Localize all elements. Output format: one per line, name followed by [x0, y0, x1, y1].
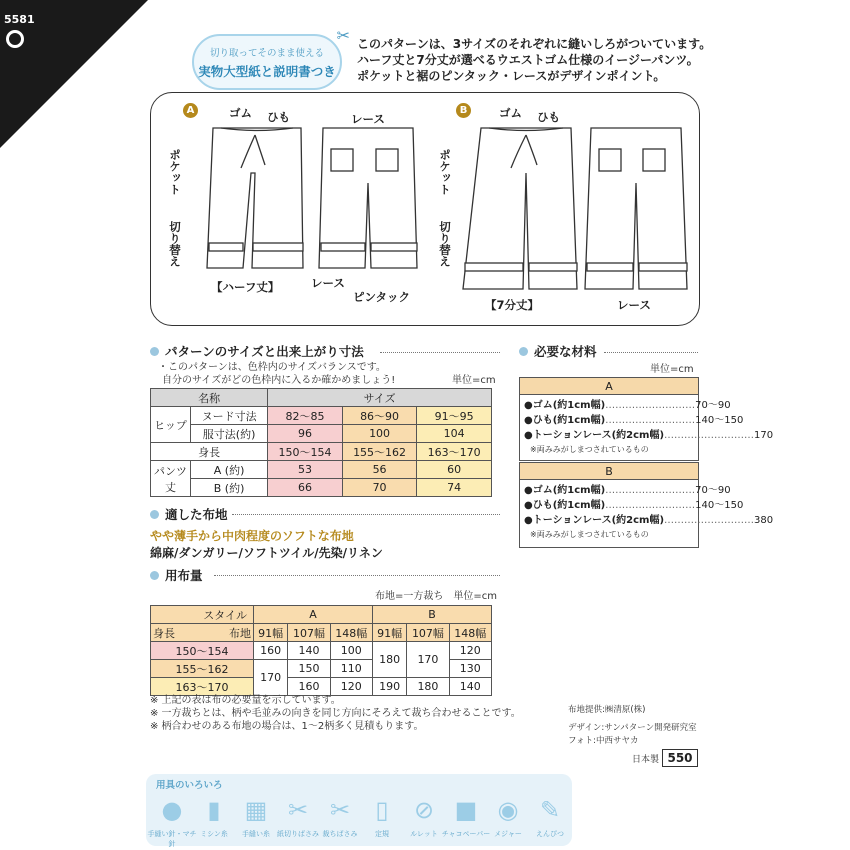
cell: 120 — [449, 642, 491, 660]
divider — [380, 352, 500, 353]
size-note1: ・このパターンは、色枠内のサイズバランスです。 — [158, 362, 386, 373]
bullet-icon — [150, 347, 159, 356]
yardage-note: ※ 上記の表は布の必要量を示しています。 — [150, 695, 341, 706]
cell: 120 — [330, 678, 372, 696]
cell: 180 — [407, 678, 449, 696]
cell: 100 — [330, 642, 372, 660]
cell: 160 — [288, 678, 330, 696]
tool-name: 裁ちばさみ — [322, 830, 358, 838]
tool-name: 手縫い針・マチ針 — [147, 830, 197, 848]
bullet-icon — [519, 347, 528, 356]
cell: 160 — [253, 642, 287, 660]
label-himo-a: ひも — [267, 110, 290, 124]
tool-name: ルレット — [410, 830, 438, 838]
fabric-list: 綿麻/ダンガリー/ソフトツイル/先染/リネン — [150, 546, 383, 560]
cell: 82〜85 — [268, 407, 343, 425]
materials-section-title: 必要な材料 — [519, 342, 597, 360]
intro-text — [357, 36, 837, 84]
ruler-icon: ▯ — [375, 796, 389, 824]
bullet-icon — [150, 510, 159, 519]
label-pocket-b: ポケット — [438, 149, 452, 195]
yardage-unit: 布地=一方裁ち 単位=cm — [375, 591, 497, 602]
material-item: ●トーションレース(約2cm幅) ……………………… 170 — [524, 430, 774, 441]
made-in: 日本製 — [632, 755, 660, 765]
yardage-note: ※ 一方裁ちとは、柄や毛並みの向きを同じ方向にそろえて裁ち合わせることです。 — [150, 708, 521, 719]
cell: 74 — [417, 479, 492, 497]
cell: 70 — [342, 479, 417, 497]
illustration-frame — [150, 92, 700, 326]
pencil-icon: ✎ — [539, 796, 561, 824]
cell: 91〜95 — [417, 407, 492, 425]
cell: 86〜90 — [342, 407, 417, 425]
intro-line: ポケットと裾のピンタック・レースがデザインポイント。 — [357, 69, 666, 83]
chalk-paper-icon: ■ — [454, 796, 478, 824]
cell: A (約) — [191, 461, 268, 479]
cell: 91幅 — [372, 624, 406, 642]
cell: 170 — [407, 642, 449, 678]
pattern-code: 5581 — [4, 13, 35, 26]
cell: A — [253, 606, 372, 624]
price-box: 550 — [662, 749, 698, 767]
cell: 服寸法(約) — [191, 425, 268, 443]
tool-name: メジャー — [494, 830, 522, 838]
badge-b: B — [456, 103, 471, 118]
material-item: ●ひも(約1cm幅) ……………………… 140〜150 — [524, 415, 744, 426]
cell: 53 — [268, 461, 343, 479]
bubble-line2: 実物大型紙と説明書つき — [198, 64, 336, 79]
cell: 56 — [342, 461, 417, 479]
cell: 150〜154 — [268, 443, 343, 461]
cell: 155〜162 — [151, 660, 254, 678]
material-note: ※両みみがしまつされているもの — [530, 445, 649, 454]
size-note2: 自分のサイズがどの色枠内に入るか確かめましょう! — [162, 375, 396, 386]
circle-icon — [6, 30, 24, 48]
label-kirikae-a: 切り替え — [168, 221, 182, 267]
cell: 148幅 — [449, 624, 491, 642]
fabric-scissors-icon: ✂ — [329, 796, 351, 824]
thread-spool-icon: ▮ — [207, 796, 221, 824]
fabric-subtitle: やや薄手から中肉程度のソフトな布地 — [150, 529, 354, 543]
cell: 148幅 — [330, 624, 372, 642]
label-gomu-a: ゴム — [229, 106, 252, 120]
cell: スタイル — [151, 606, 254, 624]
materials-head: B — [520, 463, 698, 480]
cell: 91幅 — [253, 624, 287, 642]
size-section-title: パターンのサイズと出来上がり寸法 — [150, 342, 364, 360]
label-kirikae-b: 切り替え — [438, 221, 452, 267]
cell: 100 — [342, 425, 417, 443]
cell: 190 — [372, 678, 406, 696]
yardage-table — [150, 605, 492, 696]
cell: 104 — [417, 425, 492, 443]
pincushion-icon: ● — [161, 796, 183, 824]
cell: 140 — [449, 678, 491, 696]
cell: 身長 — [151, 443, 268, 461]
label-race-top: レース — [351, 112, 385, 126]
cell: 66 — [268, 479, 343, 497]
cell: 名称 — [151, 389, 268, 407]
label-race-bottom-a: レース — [311, 276, 345, 290]
tool-name: チャコペーパー — [441, 830, 491, 838]
material-item: ●ゴム(約1cm幅) ……………………… 70〜90 — [524, 485, 731, 496]
material-item: ●ゴム(約1cm幅) ……………………… 70〜90 — [524, 400, 731, 411]
scissors-icon: ✂ — [336, 26, 350, 45]
cell: サイズ — [268, 389, 492, 407]
divider — [604, 352, 698, 353]
tools-title: 用具のいろいろ — [156, 780, 223, 791]
material-item: ●ひも(約1cm幅) ……………………… 140〜150 — [524, 500, 744, 511]
cell: 布地 — [202, 624, 253, 642]
badge-a: A — [183, 103, 198, 118]
bubble-line1: 切り取ってそのまま使える — [209, 48, 324, 59]
divider — [232, 514, 500, 515]
hand-thread-icon: ▦ — [244, 796, 268, 824]
cell: 身長 — [151, 624, 202, 642]
cell: 150 — [288, 660, 330, 678]
tracing-wheel-icon: ⊘ — [413, 796, 435, 824]
yardage-section-title: 用布量 — [150, 566, 203, 584]
cell: 130 — [449, 660, 491, 678]
credit-photo: フォト:中西サヤカ — [568, 736, 639, 746]
credit-design: デザイン:サンパターン開発研究室 — [568, 723, 697, 733]
divider — [214, 575, 500, 576]
credit-fabric: 布地提供:㈱清原(株) — [568, 705, 646, 715]
pattern-bubble — [192, 26, 350, 90]
bullet-icon — [150, 571, 159, 580]
materials-box-a — [519, 377, 774, 461]
intro-line: ハーフ丈と7分丈が選べるウエストゴム仕様のイージーパンツ。 — [357, 53, 699, 67]
tape-measure-icon: ◉ — [497, 796, 519, 824]
cell: 140 — [288, 642, 330, 660]
label-himo-b: ひも — [537, 110, 560, 124]
cell: 180 — [372, 642, 406, 678]
cell: B (約) — [191, 479, 268, 497]
label-pintuck: ピンタック — [353, 290, 411, 304]
caption-b: 【7分丈】 — [485, 298, 540, 312]
materials-head: A — [520, 378, 698, 395]
cell: 163〜170 — [417, 443, 492, 461]
caption-a: 【ハーフ丈】 — [211, 280, 280, 294]
materials-box-b — [519, 462, 774, 548]
cell: 107幅 — [288, 624, 330, 642]
label-gomu-b: ゴム — [499, 106, 522, 120]
material-item: ●トーションレース(約2cm幅) ……………………… 380 — [524, 515, 774, 526]
tool-name: えんぴつ — [536, 830, 564, 838]
cell: 163〜170 — [151, 678, 254, 696]
cell: ヒップ — [151, 407, 191, 443]
yardage-note: ※ 柄合わせのある布地の場合は、1〜2柄多く見積もります。 — [150, 721, 424, 732]
cell: 60 — [417, 461, 492, 479]
cell: 107幅 — [407, 624, 449, 642]
label-race-bottom-b: レース — [617, 298, 651, 312]
tool-name: 手縫い糸 — [242, 830, 270, 838]
cell: B — [372, 606, 491, 624]
tool-name: 紙切りばさみ — [277, 830, 319, 838]
size-table — [150, 388, 492, 497]
tool-name: 定規 — [375, 830, 389, 838]
label-pocket-a: ポケット — [168, 149, 182, 195]
cell: 150〜154 — [151, 642, 254, 660]
cell: 110 — [330, 660, 372, 678]
cell: パンツ丈 — [151, 461, 191, 497]
paper-scissors-icon: ✂ — [287, 796, 309, 824]
size-unit: 単位=cm — [452, 375, 496, 386]
intro-line: このパターンは、3サイズのそれぞれに縫いしろがついています。 — [357, 37, 712, 51]
cell: ヌード寸法 — [191, 407, 268, 425]
fabric-section-title: 適した布地 — [150, 505, 228, 523]
cell: 96 — [268, 425, 343, 443]
tool-name: ミシン糸 — [200, 830, 228, 838]
cell: 170 — [253, 660, 287, 696]
cell: 155〜162 — [342, 443, 417, 461]
materials-unit: 単位=cm — [650, 364, 694, 375]
material-note: ※両みみがしまつされているもの — [530, 530, 649, 539]
